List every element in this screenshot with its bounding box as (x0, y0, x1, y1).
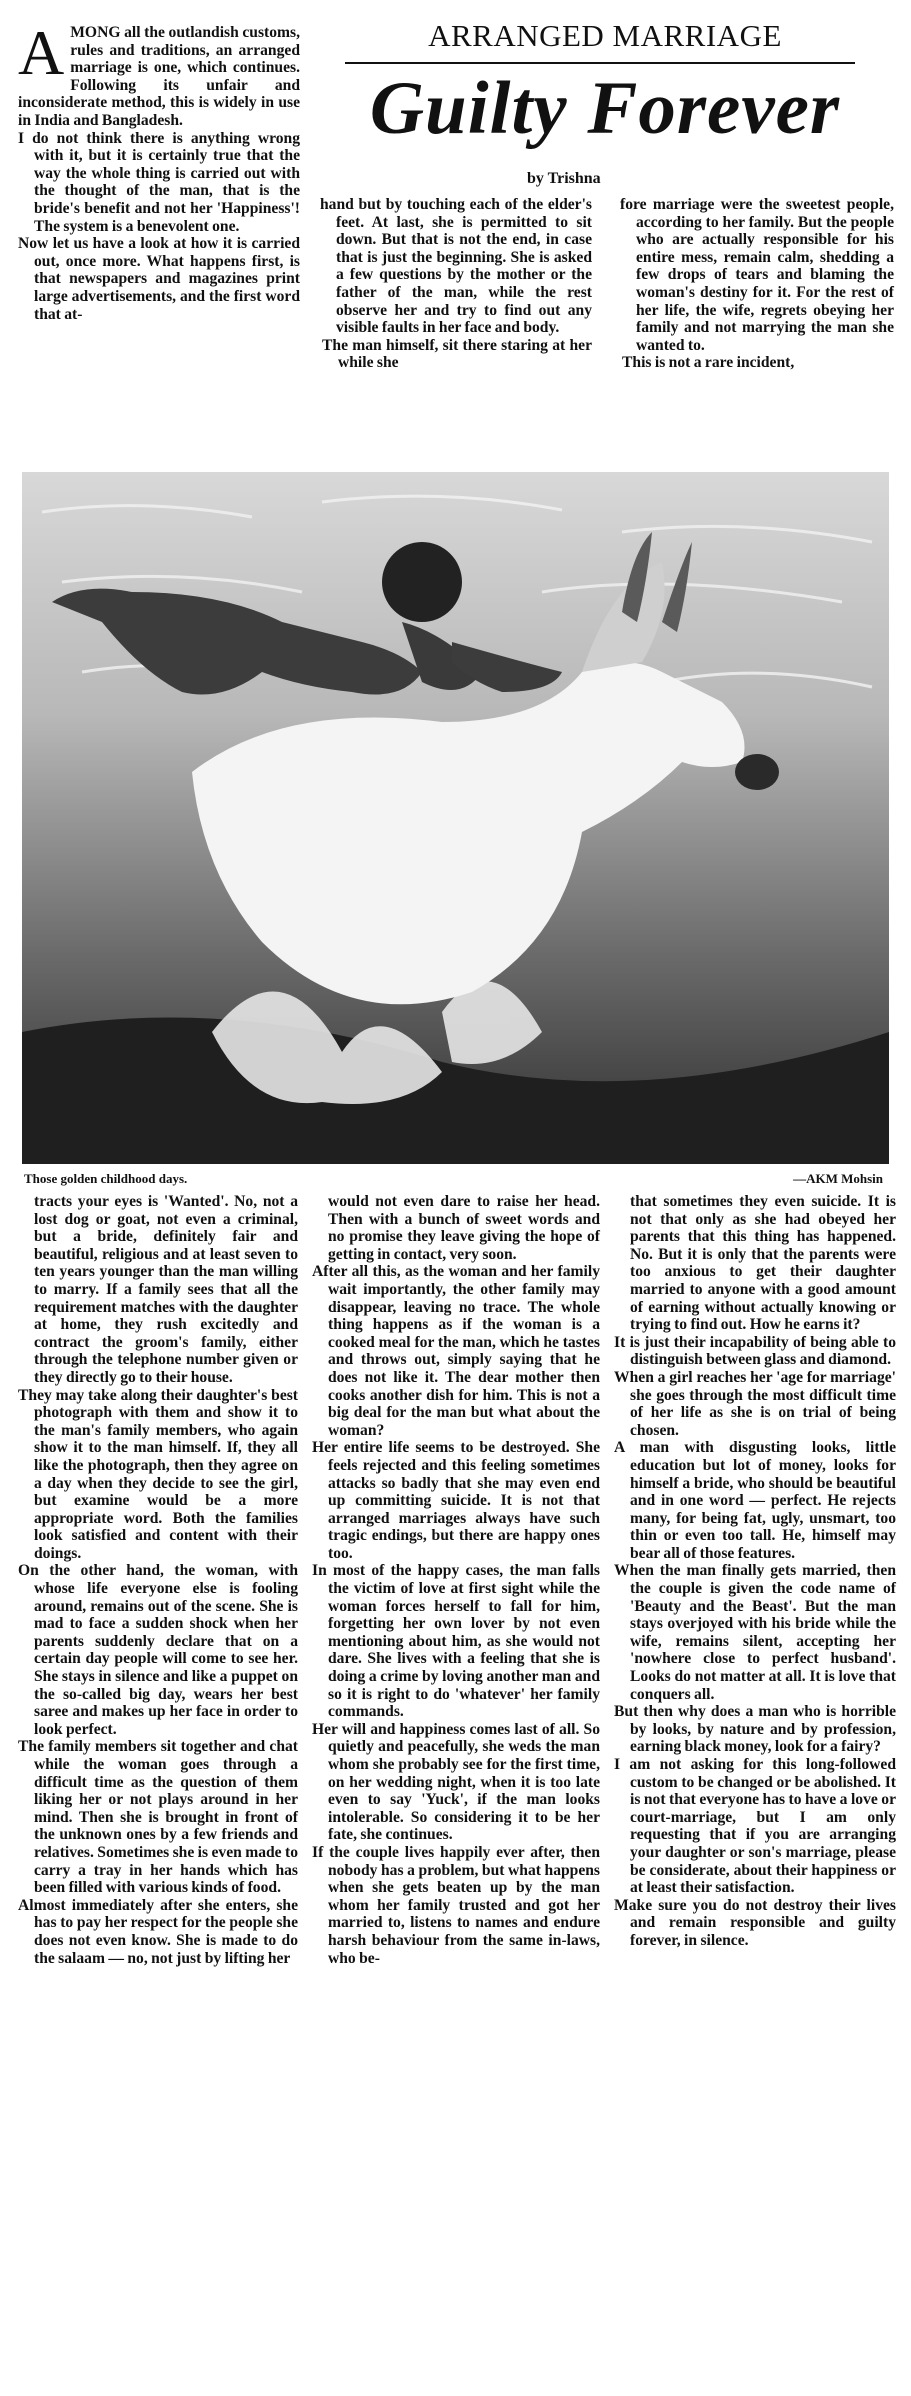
top-col3-paragraph-1: fore marriage were the sweetest people, according to her family. But the people who are actually responsible for his entire mess, remain calm, shedding a few drops of tears and blaming the woman's destiny for it. For the rest of her life, the wife, regrets obeying her family and not marrying the man she wanted to. (620, 196, 894, 354)
b2-paragraph-5: Her will and happiness comes last of all. So quietly and peacefully, she weds the man whom she probably see for the first time, on her wedding night, when it is too late even to say 'Yuck', if the man looks intolerable. So considering it to be her fate, she continues. (312, 1720, 600, 1844)
b2-paragraph-4: In most of the happy cases, the man falls the victim of love at first sight while the woman forces herself to fall for him, forgetting her own lover by not even mentioning about him, as she would not dare. She lives with a feeling that she is doing a crime by loving another man and so it is right to do 'whatever' her family commands. (312, 1562, 600, 1721)
b1-paragraph-5: Almost immediately after she enters, she has to pay her respect for the people she does not even know. She is made to do the salaam — no, not just by lifting her (18, 1896, 298, 1967)
b3-paragraph-6: But then why does a man who is horrible by looks, by nature and by profession, earning black money, look for a fairy? (614, 1703, 896, 1756)
drop-cap: A (18, 17, 65, 88)
b3-paragraph-8: Make sure you do not destroy their lives and remain responsible and guilty forever, in silence. (614, 1896, 896, 1949)
intro-paragraph-1: MONG all the outlandish customs, rules and traditions, an arranged marriage is one, which continues. Following its unfair and inconsiderate method, this is widely in use in India and Bangladesh. (18, 24, 300, 129)
bottom-column-3 (614, 1193, 896, 1950)
b2-paragraph-1: would not even dare to raise her head. Then with a bunch of sweet words and no promise they leave giving the hope of getting in contact, very soon. (328, 1193, 600, 1263)
top-col2-paragraph-1: hand but by touching each of the elder's feet. At last, she is permitted to sit down. But that is not the end, in case that is just the beginning. She is asked a few questions by the mother or the father of the man, while the rest observe her and try to find out any visible faults in her face and body. (320, 196, 592, 337)
intro-column (18, 17, 300, 323)
bottom-column-1 (18, 1193, 298, 1967)
top-column-2 (322, 196, 592, 372)
photo-boy-on-cow (22, 472, 889, 1164)
b3-paragraph-1: that sometimes they even suicide. It is not that only as she had obeyed her parents that this thing has happened. No. But it is only that the parents were too anxious to get their daughter married to anyone with a good amount of earning without actually knowing or trying to find out. How he earns it? (630, 1193, 896, 1334)
b1-paragraph-3: On the other hand, the woman, with whose life everyone else is fooling around, remains out of the scene. She is mad to face a sudden shock when her parents suddenly declare that on a certain day people will come to see her. She stays in silence and like a puppet on the so-called big day, wears her best saree and makes up her face in order to look perfect. (18, 1562, 298, 1738)
top-col3-paragraph-2: This is not a rare incident, (622, 354, 795, 372)
top-col2-paragraph-2: The man himself, sit there staring at her while she (322, 336, 592, 372)
b1-paragraph-2: They may take along their daughter's best photograph with them and show it to the man's family members, who again show it to the man himself. If, they all like the photograph, then they agree on a day when they decide to see the girl, but examine would be a more appropriate word. Both the families look satisfied and content with their doings. (18, 1386, 298, 1562)
b1-paragraph-4: The family members sit together and chat while the woman goes through a difficult time as the question of them liking her or not plays around in her mind. Then she is brought in front of the unknown ones by a few friends and relatives. Sometimes she is even made to carry a tray in her hands which has been filled with various kinds of food. (18, 1738, 298, 1897)
photo-credit: —AKM Mohsin (793, 1171, 883, 1186)
b2-paragraph-2: After all this, as the woman and her family wait importantly, the other family may disappear, leaving no trace. The whole thing happens as if the woman is a cooked meal for the man, which he tastes and throws out, simply saying that he does not like it. The dear mother then cooks another dish for him. This is not a big deal for the man but what about the woman? (312, 1263, 600, 1439)
b3-paragraph-5: When the man finally gets married, then the couple is given the code name of 'Beauty and the Beast'. But the man stays overjoyed with his bride while the wife, remains silent, accepting her 'nowhere close to perfect husband'. Looks do not matter at all. It is love that conquers all. (614, 1562, 896, 1703)
intro-paragraph-3: Now let us have a look at how it is carried out, once more. What happens first, is that newspapers and magazines print large advertisements, and the first word that at- (18, 235, 300, 323)
b3-paragraph-3: When a girl reaches her 'age for marriage' she goes through the most difficult time of her life as she is on trial of being chosen. (614, 1368, 896, 1439)
b2-paragraph-6: If the couple lives happily ever after, then nobody has a problem, but what happens when she gets beaten up by the man whom her family trusted and got her married to, listens to names and endure harsh behaviour from the same in-laws, who be- (312, 1843, 600, 1967)
b3-paragraph-4: A man with disgusting looks, little education but lot of money, looks for himself a bride, who should be beautiful and in one word — perfect. He rejects many, for being fat, ugly, unsmart, too thin or even too tall. He, himself may bear all of those features. (614, 1439, 896, 1562)
photo-caption: Those golden childhood days. (24, 1171, 188, 1186)
bottom-column-2 (312, 1193, 600, 1967)
photo-illustration (22, 472, 889, 1164)
section-kicker: ARRANGED MARRIAGE (428, 18, 782, 53)
b2-paragraph-3: Her entire life seems to be destroyed. She feels rejected and this feeling sometimes attacks so badly that she may even end up committing suicide. It is not that arranged marriages always have such tragic endings, but there are happy ones too. (312, 1439, 600, 1562)
b3-paragraph-2: It is just their incapability of being able to distinguish between glass and diamond. (614, 1333, 896, 1369)
intro-paragraph-2: I do not think there is anything wrong with it, but it is certainly true that the way the whole thing is carried out with the thought of the man, that is the bride's benefit and not her 'Happiness'! The system is a benevolent one. (18, 129, 300, 235)
byline: by Trishna (527, 170, 601, 187)
top-column-3 (622, 196, 894, 372)
b1-paragraph-1: tracts your eyes is 'Wanted'. No, not a lost dog or goat, not even a criminal, but a bride, definitely fair and beautiful, religious and at least seven to ten years younger than the man willing to marry. If a family sees that all the requirement matches with the daughter at home, they rush excitedly and contract the groom's family, either through the telephone number given or they directly go to their house. (34, 1193, 298, 1386)
headline: Guilty Forever (369, 67, 841, 150)
b3-paragraph-7: I am not asking for this long-followed custom to be changed or be abolished. It is not that everyone has to have a love or court-marriage, but I am only requesting that if you are arranging your daughter or son's marriage, please be considerate, about their happiness or at least their satisfaction. (614, 1756, 896, 1897)
